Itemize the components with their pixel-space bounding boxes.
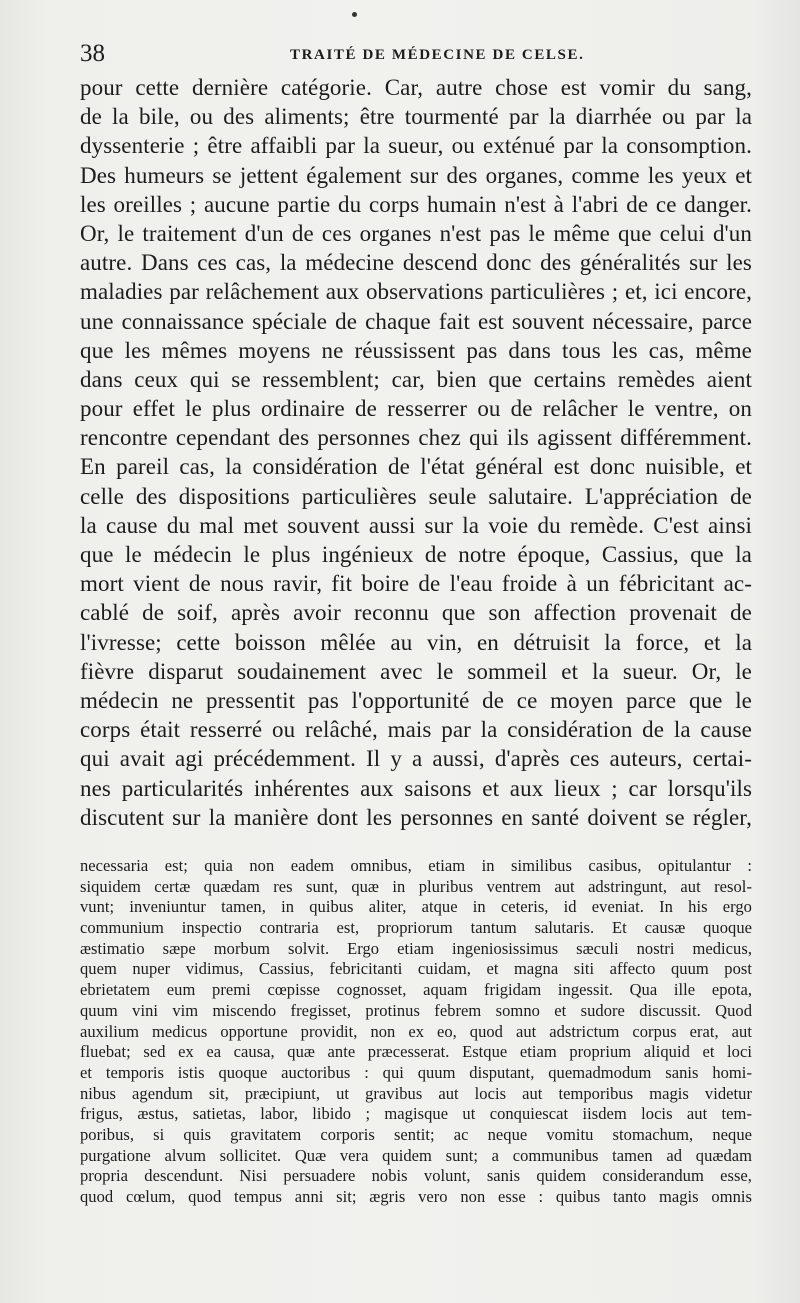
latin-line: quod cœlum, quod tempus anni sit; ægris vero non esse : quibus tanto magis omnis: [80, 1187, 752, 1206]
latin-line: frigus, æstus, satietas, labor, libido ; magisque ut conquiescat iisdem locis aut tem-: [80, 1104, 752, 1124]
text-line: l'ivresse; cette boisson mêlée au vin, en détruisit la force, et la: [80, 629, 752, 655]
text-line: qui avait agi précédemment. Il y a aussi, d'après ces auteurs, certai-: [80, 746, 752, 772]
latin-line: quum vini vim miscendo fregisset, protinus febrem somno et sudore discussit. Quod: [80, 1000, 752, 1020]
latin-line: necessaria est; quia non eadem omnibus, etiam in similibus casibus, opitulantur :: [80, 856, 752, 875]
french-translation-text: [80, 73, 752, 832]
text-line: la cause du mal met souvent aussi sur la voie du remède. C'est ainsi: [80, 512, 752, 538]
text-line: dyssenterie ; être affaibli par la sueur, ou exténué par la consomption.: [80, 133, 752, 159]
text-line: autre. Dans ces cas, la médecine descend donc des généralités sur les: [80, 250, 752, 276]
latin-line: poribus, si quis gravitatem corporis sentit; ac neque vomitu stomachum, neque: [80, 1124, 752, 1144]
text-line: maladies par relâchement aux observations particulières ; et, ici encore,: [80, 279, 752, 305]
page-header: [80, 40, 752, 68]
text-line: celle des dispositions particulières seule salutaire. L'appréciation de: [80, 483, 752, 509]
latin-line: propria descendunt. Nisi persuadere nobis volunt, sanis quidem considerandum esse,: [80, 1166, 752, 1186]
latin-line: communium inspectio contraria est, propriorum tantum salutaris. Et causæ quoque: [80, 918, 752, 938]
text-line: rencontre cependant des personnes chez qui ils agissent différemment.: [80, 425, 752, 451]
text-line: corps était resserré ou relâché, mais par la considération de la cause: [80, 717, 752, 743]
latin-original-text: [80, 856, 752, 1208]
latin-line: et temporis istis quoque auctoribus : qui quum disputant, quemadmodum sanis homi-: [80, 1062, 752, 1082]
latin-line: nibus agendum sit, præcipiunt, ut gravibus aut locis aut temporibus magis videtur: [80, 1083, 752, 1103]
text-line: les oreilles ; aucune partie du corps humain n'est à l'abri de ce danger.: [80, 191, 752, 217]
text-line: que le médecin le plus ingénieux de notre époque, Cassius, que la: [80, 542, 752, 567]
latin-line: vunt; inveniuntur tamen, in quibus aliter, atque in ceteris, id eveniat. In his ergo: [80, 897, 752, 917]
latin-line: ebrietatem eum premi cœpisse cognosset, aquam frigidam ingessit. Qua ille epota,: [80, 980, 752, 1000]
running-title: TRAITÉ DE MÉDECINE DE CELSE.: [290, 47, 585, 63]
text-line: cablé de soif, après avoir reconnu que son affection provenait de: [80, 600, 752, 626]
latin-line: fluebat; sed ex ea causa, quæ ante præcesserat. Estque etiam proprium aliquid et loci: [80, 1042, 752, 1062]
latin-line: purgatione alvum sollicitet. Quæ vera quidem sunt; a communibus tamen ad quædam: [80, 1145, 752, 1165]
text-line: une connaissance spéciale de chaque fait est souvent nécessaire, parce: [80, 308, 752, 334]
text-line: de la bile, ou des aliments; être tourmenté par la diarrhée ou par la: [80, 104, 752, 130]
text-line: pour effet le plus ordinaire de resserrer ou de relâcher le ventre, on: [80, 396, 752, 422]
latin-line: æstimatio sæpe morbum solvit. Ergo etiam ingeniosissimus sæculi nostri medicus,: [80, 938, 752, 958]
text-line: nes particularités inhérentes aux saisons et aux lieux ; car lorsqu'ils: [80, 775, 752, 801]
text-line: discutent sur la manière dont les personnes en santé doivent se régler,: [80, 804, 752, 830]
latin-line: quem nuper vidimus, Cassius, febricitanti cuidam, et magna siti affecto quum post: [80, 959, 752, 979]
text-line: que les mêmes moyens ne réussissent pas dans tous les cas, même: [80, 337, 752, 363]
text-line: mort vient de nous ravir, fit boire de l'eau froide à un fébricitant ac-: [80, 571, 752, 597]
text-line: fièvre disparut soudainement avec le sommeil et la sueur. Or, le: [80, 658, 752, 684]
text-line: médecin ne pressentit pas l'opportunité de ce moyen parce que le: [80, 687, 752, 713]
page-number: 38: [80, 40, 105, 67]
text-line: Des humeurs se jettent également sur des organes, comme les yeux et: [80, 162, 752, 188]
ink-speck: [352, 12, 357, 17]
text-line: Or, le traitement d'un de ces organes n'est pas le même que celui d'un: [80, 220, 752, 246]
latin-line: auxilium medicus opportune providit, non ex eo, quod aut adstrictum corpus erat, aut: [80, 1021, 752, 1041]
text-line: pour cette dernière catégorie. Car, autre chose est vomir du sang,: [80, 75, 752, 100]
latin-line: siquidem certæ quædam res sunt, quæ in pluribus ventrem aut adstringunt, aut resol-: [80, 876, 752, 896]
text-line: En pareil cas, la considération de l'état général est donc nuisible, et: [80, 454, 752, 480]
text-line: dans ceux qui se ressemblent; car, bien que certains remèdes aient: [80, 366, 752, 392]
